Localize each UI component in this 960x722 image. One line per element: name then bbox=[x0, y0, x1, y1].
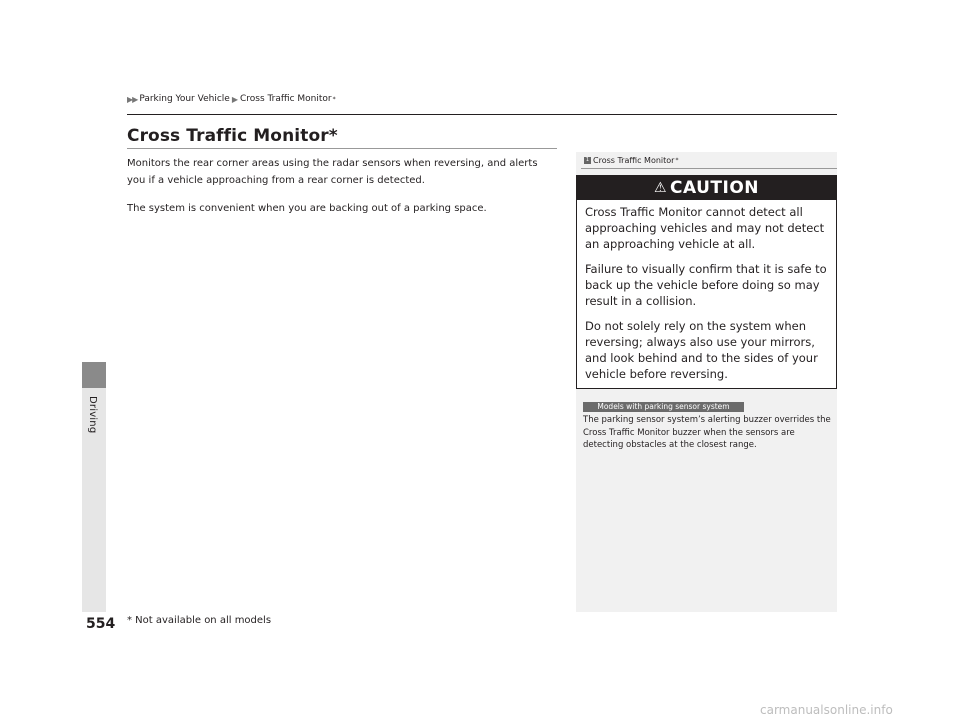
page-title bbox=[127, 126, 338, 146]
asterisk-mark: * bbox=[332, 95, 336, 103]
sidebar-heading-text: Cross Traffic Monitor bbox=[593, 156, 675, 165]
double-chevron-right-icon: ▶▶ bbox=[127, 94, 138, 104]
sidebar-divider bbox=[581, 168, 837, 169]
chevron-right-icon: ▶ bbox=[231, 94, 238, 104]
sidebar-heading bbox=[584, 156, 678, 165]
sidebar-heading-asterisk: * bbox=[675, 157, 679, 164]
caution-header bbox=[577, 176, 836, 200]
caution-paragraph-2: Failure to visually confirm that it is safe to back up the vehicle before doing so may result in a collision. bbox=[585, 262, 827, 308]
breadcrumb-item-parking[interactable]: Parking Your Vehicle bbox=[139, 94, 230, 104]
side-tab-marker bbox=[82, 362, 106, 388]
model-badge: Models with parking sensor system bbox=[583, 402, 744, 412]
breadcrumb-item-cross-traffic[interactable]: Cross Traffic Monitor bbox=[239, 94, 332, 104]
title-asterisk: * bbox=[328, 126, 338, 146]
watermark: carmanualsonline.info bbox=[760, 703, 893, 717]
page-title-text: Cross Traffic Monitor bbox=[127, 126, 329, 146]
section-label: Driving bbox=[87, 396, 98, 434]
body-paragraph-1: Monitors the rear corner areas using the radar sensors when reversing, and alerts you if a vehicle approaching from a rear corner is detected. bbox=[127, 158, 538, 186]
reference-icon: 1 bbox=[585, 157, 590, 163]
breadcrumb bbox=[127, 94, 336, 104]
sidebar-note: The parking sensor system’s alerting buzzer overrides the Cross Traffic Monitor buzzer when the sensors are detecting obstacles at the closest range. bbox=[583, 415, 831, 450]
caution-label: CAUTION bbox=[670, 178, 760, 198]
caution-paragraph-3: Do not solely rely on the system when reversing; always also use your mirrors, and look behind and to the sides of your vehicle before reversing. bbox=[585, 319, 818, 381]
caution-paragraph-1: Cross Traffic Monitor cannot detect all approaching vehicles and may not detect an approaching vehicle at all. bbox=[585, 205, 825, 251]
header-divider bbox=[127, 114, 837, 115]
body-paragraph-2: The system is convenient when you are backing out of a parking space. bbox=[127, 203, 487, 214]
page-number: 554 bbox=[86, 616, 116, 632]
caution-box bbox=[576, 175, 837, 389]
title-divider bbox=[127, 148, 557, 149]
footnote: * Not available on all models bbox=[127, 615, 272, 626]
warning-triangle-icon: ⚠ bbox=[653, 180, 668, 196]
